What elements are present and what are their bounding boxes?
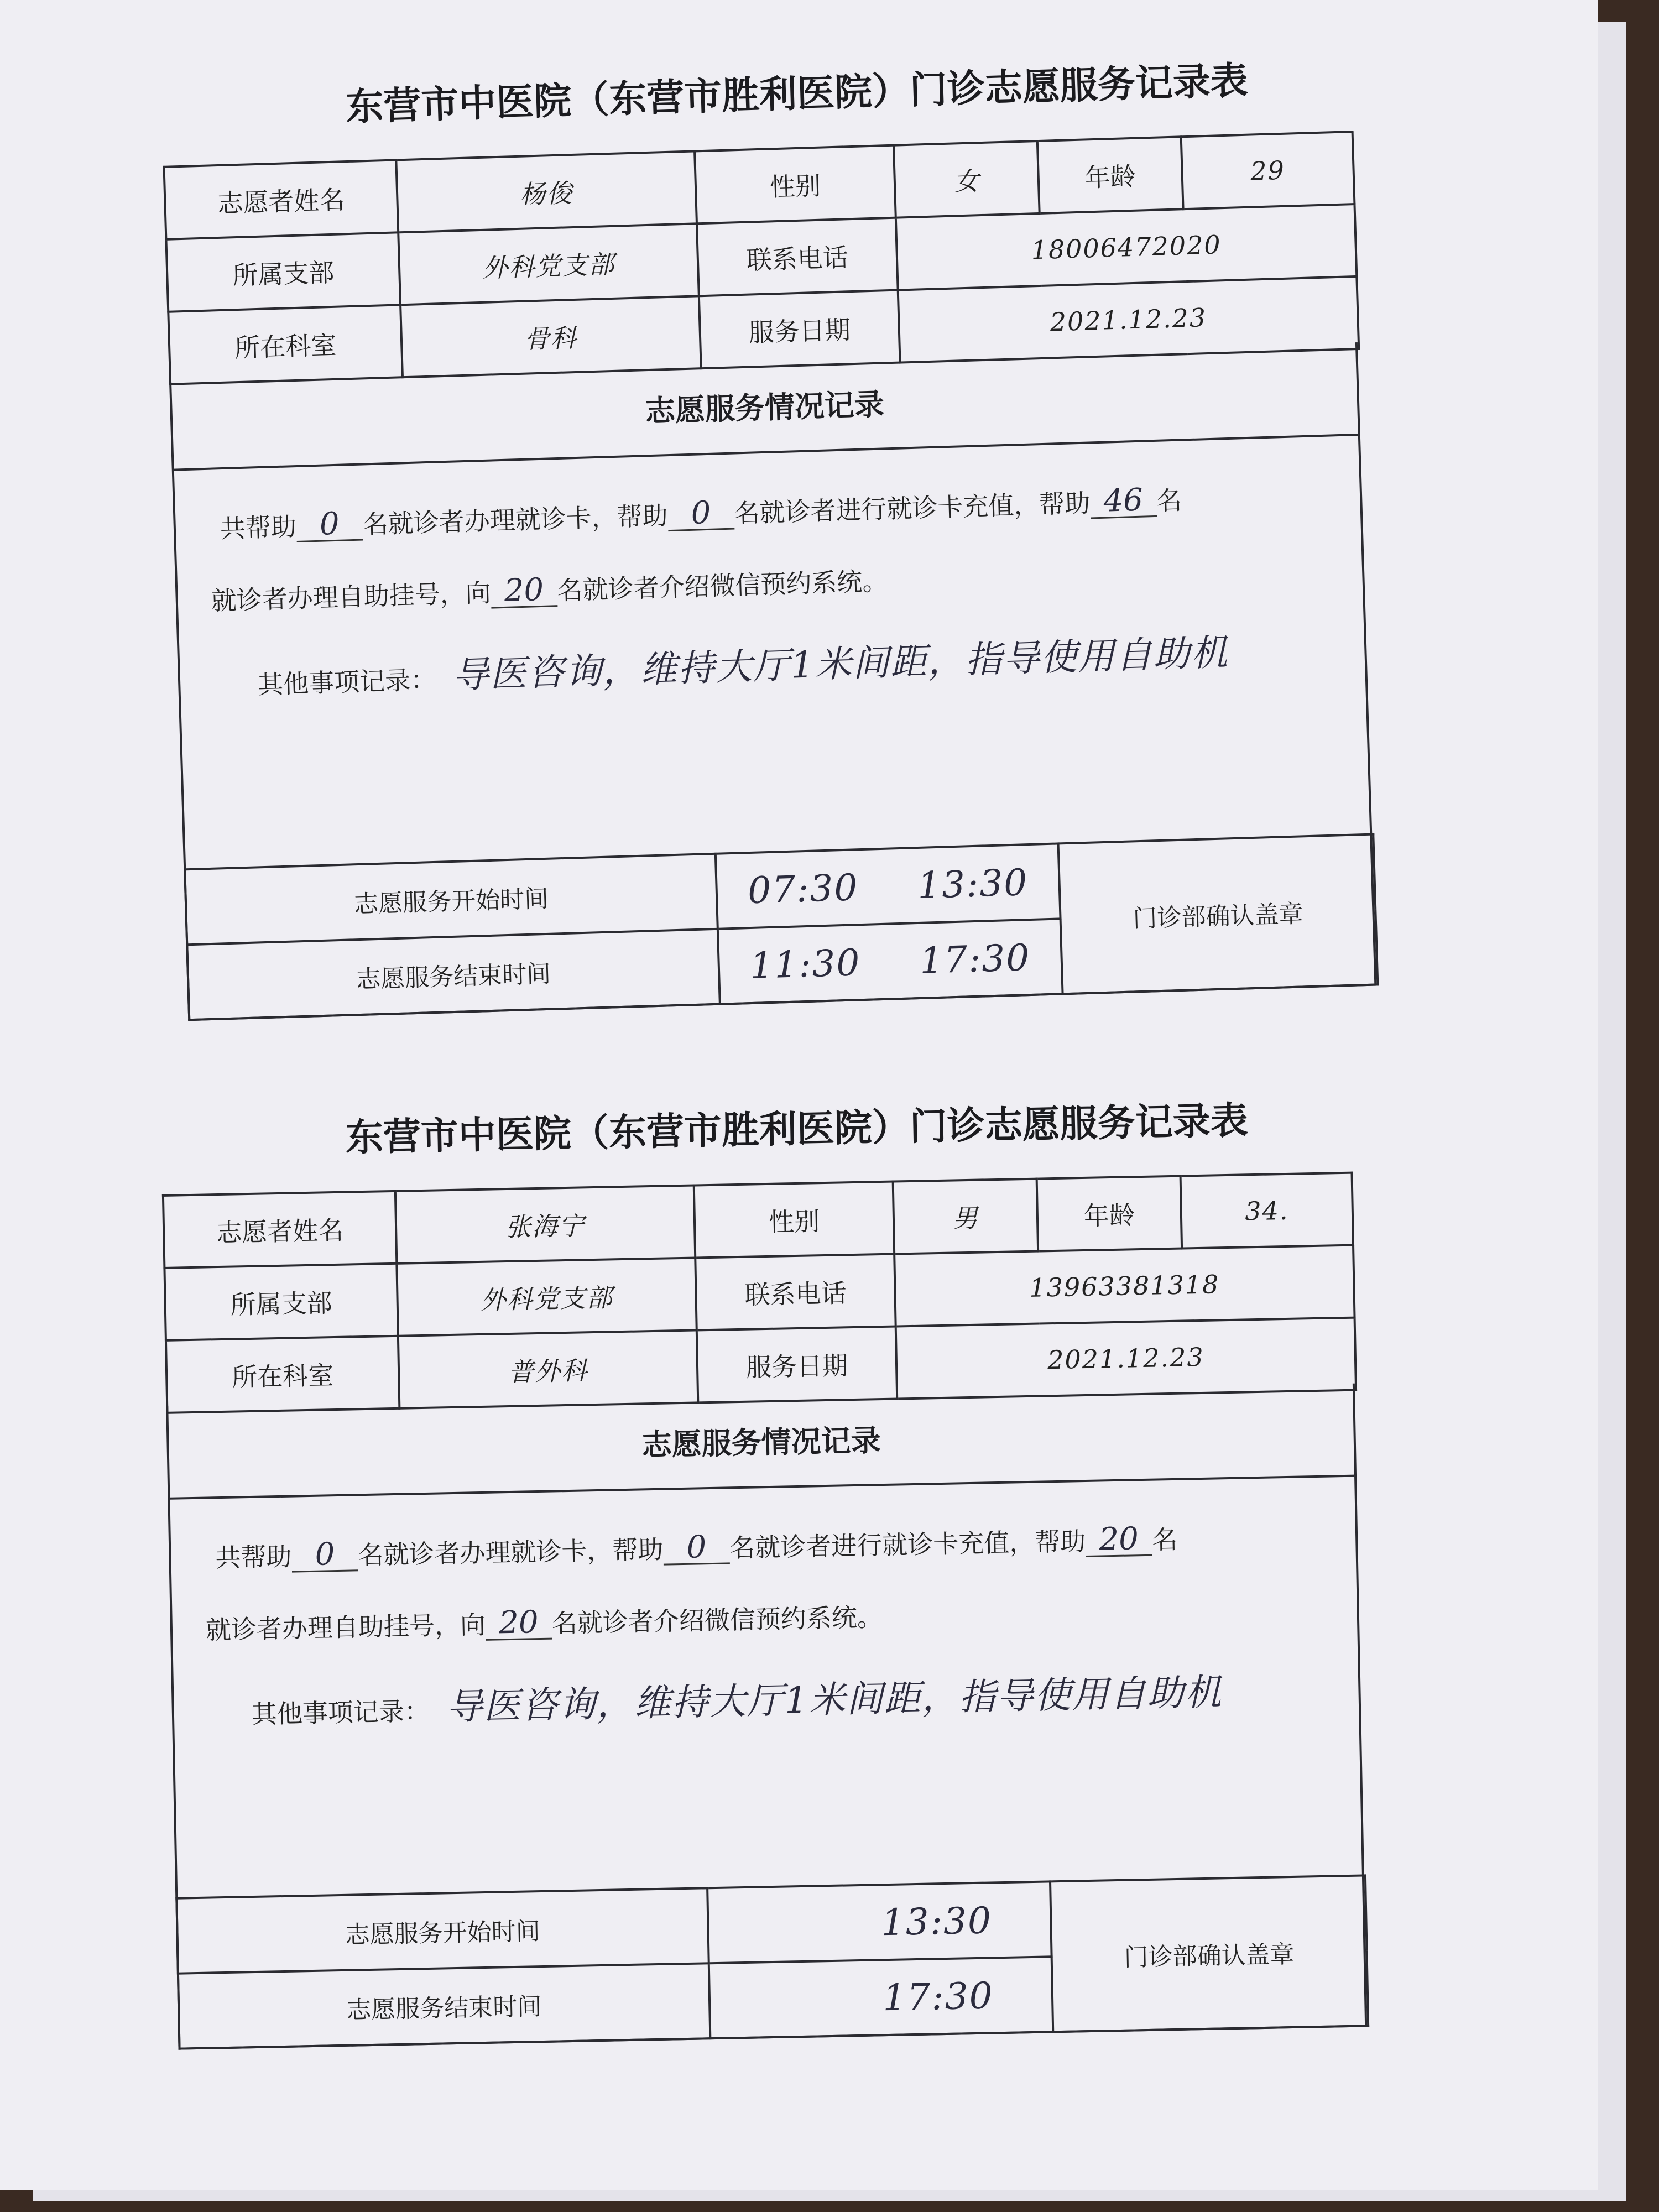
record-line-3 — [251, 1661, 1326, 1734]
value-name: 张海宁 — [395, 1186, 695, 1264]
end-time-pm: 17:30 — [882, 1974, 994, 2019]
text: 共帮助 — [215, 1541, 293, 1573]
label-branch: 所属支部 — [166, 232, 400, 311]
text: 就诊者办理自助挂号，向 — [205, 1609, 486, 1645]
label-gender: 性别 — [695, 145, 896, 224]
volunteer-info-table — [162, 1172, 1357, 1414]
text: 名就诊者进行就诊卡充值，帮助 — [729, 1526, 1086, 1563]
value-phone: 13963381318 — [894, 1245, 1354, 1327]
value-name: 杨俊 — [396, 151, 697, 232]
form-title: 东营市中医院（东营市胜利医院）门诊志愿服务记录表 — [345, 1098, 1249, 1160]
count-topup: 0 — [667, 497, 735, 532]
label-end: 志愿服务结束时间 — [178, 1963, 710, 2048]
end-time-pm: 17:30 — [919, 936, 1031, 982]
end-time-am: 11:30 — [749, 941, 862, 987]
label-start: 志愿服务开始时间 — [185, 854, 718, 945]
text: 名就诊者介绍微信预约系统。 — [551, 1602, 883, 1639]
text: 名就诊者介绍微信预约系统。 — [556, 566, 889, 606]
label-dept: 所在科室 — [168, 305, 403, 384]
value-gender: 女 — [894, 141, 1040, 218]
label-start: 志愿服务开始时间 — [176, 1888, 708, 1973]
value-start — [707, 1881, 1051, 1963]
record-form-2 — [160, 1088, 1417, 2046]
record-line-2 — [205, 1589, 1324, 1647]
value-dept: 普外科 — [398, 1330, 698, 1408]
service-record-section — [169, 342, 1377, 1021]
service-record-section — [166, 1384, 1367, 2050]
count-selfreg: 46 — [1089, 484, 1157, 519]
value-date: 2021.12.23 — [898, 276, 1359, 363]
start-time-pm: 13:30 — [880, 1898, 993, 1944]
value-branch: 外科党支部 — [397, 1258, 696, 1335]
stamp-cell: 门诊部确认盖章 — [1050, 1875, 1368, 2032]
other-label: 其他事项记录： — [251, 1695, 430, 1730]
value-dept: 骨科 — [400, 296, 701, 377]
text: 就诊者办理自助挂号，向 — [211, 577, 492, 616]
label-branch: 所属支部 — [164, 1264, 398, 1340]
other-value: 导医咨询，维持大厅1米间距，指导使用自助机 — [451, 631, 1229, 697]
record-title: 志愿服务情况记录 — [171, 342, 1358, 471]
text: 名 — [1156, 485, 1182, 516]
record-title: 志愿服务情况记录 — [168, 1384, 1354, 1500]
other-value: 导医咨询，维持大厅1米间距，指导使用自助机 — [446, 1671, 1223, 1729]
end-time-am — [768, 1979, 769, 2021]
start-time-am: 07:30 — [747, 865, 859, 912]
text: 名 — [1151, 1524, 1178, 1555]
form-title: 东营市中医院（东营市胜利医院）门诊志愿服务记录表 — [345, 58, 1249, 130]
value-start — [716, 843, 1061, 928]
value-phone: 18006472020 — [896, 204, 1357, 290]
label-age: 年龄 — [1037, 137, 1183, 213]
text: 名就诊者办理就诊卡，帮助 — [357, 1534, 664, 1571]
count-selfreg: 20 — [1086, 1524, 1152, 1557]
count-topup: 0 — [663, 1531, 730, 1565]
start-time-am — [766, 1903, 767, 1946]
value-date: 2021.12.23 — [896, 1318, 1356, 1399]
label-name: 志愿者姓名 — [163, 1191, 397, 1268]
other-label: 其他事项记录： — [257, 664, 437, 700]
record-form-1 — [160, 46, 1426, 1018]
text: 名就诊者办理就诊卡，帮助 — [362, 500, 669, 540]
value-gender: 男 — [893, 1179, 1038, 1254]
label-date: 服务日期 — [697, 1327, 897, 1403]
record-line-1 — [220, 476, 1327, 545]
time-table — [175, 1874, 1369, 2049]
value-age: 29 — [1181, 132, 1355, 209]
record-line-1 — [215, 1517, 1323, 1574]
label-phone: 联系电话 — [695, 1254, 895, 1331]
count-cards: 0 — [291, 1538, 358, 1572]
value-end — [709, 1957, 1053, 2038]
value-age: 34. — [1181, 1173, 1353, 1249]
text: 名就诊者进行就诊卡充值，帮助 — [733, 488, 1091, 529]
value-end — [718, 919, 1063, 1004]
label-age: 年龄 — [1037, 1176, 1182, 1251]
record-line-3 — [257, 620, 1332, 705]
count-cards: 0 — [296, 508, 363, 543]
count-wechat: 20 — [485, 1607, 552, 1641]
text: 共帮助 — [220, 512, 297, 544]
start-time-pm: 13:30 — [916, 860, 1029, 907]
label-end: 志愿服务结束时间 — [187, 929, 720, 1020]
label-name: 志愿者姓名 — [164, 160, 399, 239]
record-line-2 — [211, 548, 1329, 618]
label-dept: 所在科室 — [166, 1336, 399, 1413]
label-gender: 性别 — [694, 1182, 894, 1258]
label-date: 服务日期 — [699, 290, 900, 369]
stamp-cell: 门诊部确认盖章 — [1058, 834, 1378, 994]
count-wechat: 20 — [491, 574, 558, 609]
value-branch: 外科党支部 — [398, 223, 699, 305]
label-phone: 联系电话 — [697, 218, 898, 296]
time-table — [184, 833, 1379, 1021]
